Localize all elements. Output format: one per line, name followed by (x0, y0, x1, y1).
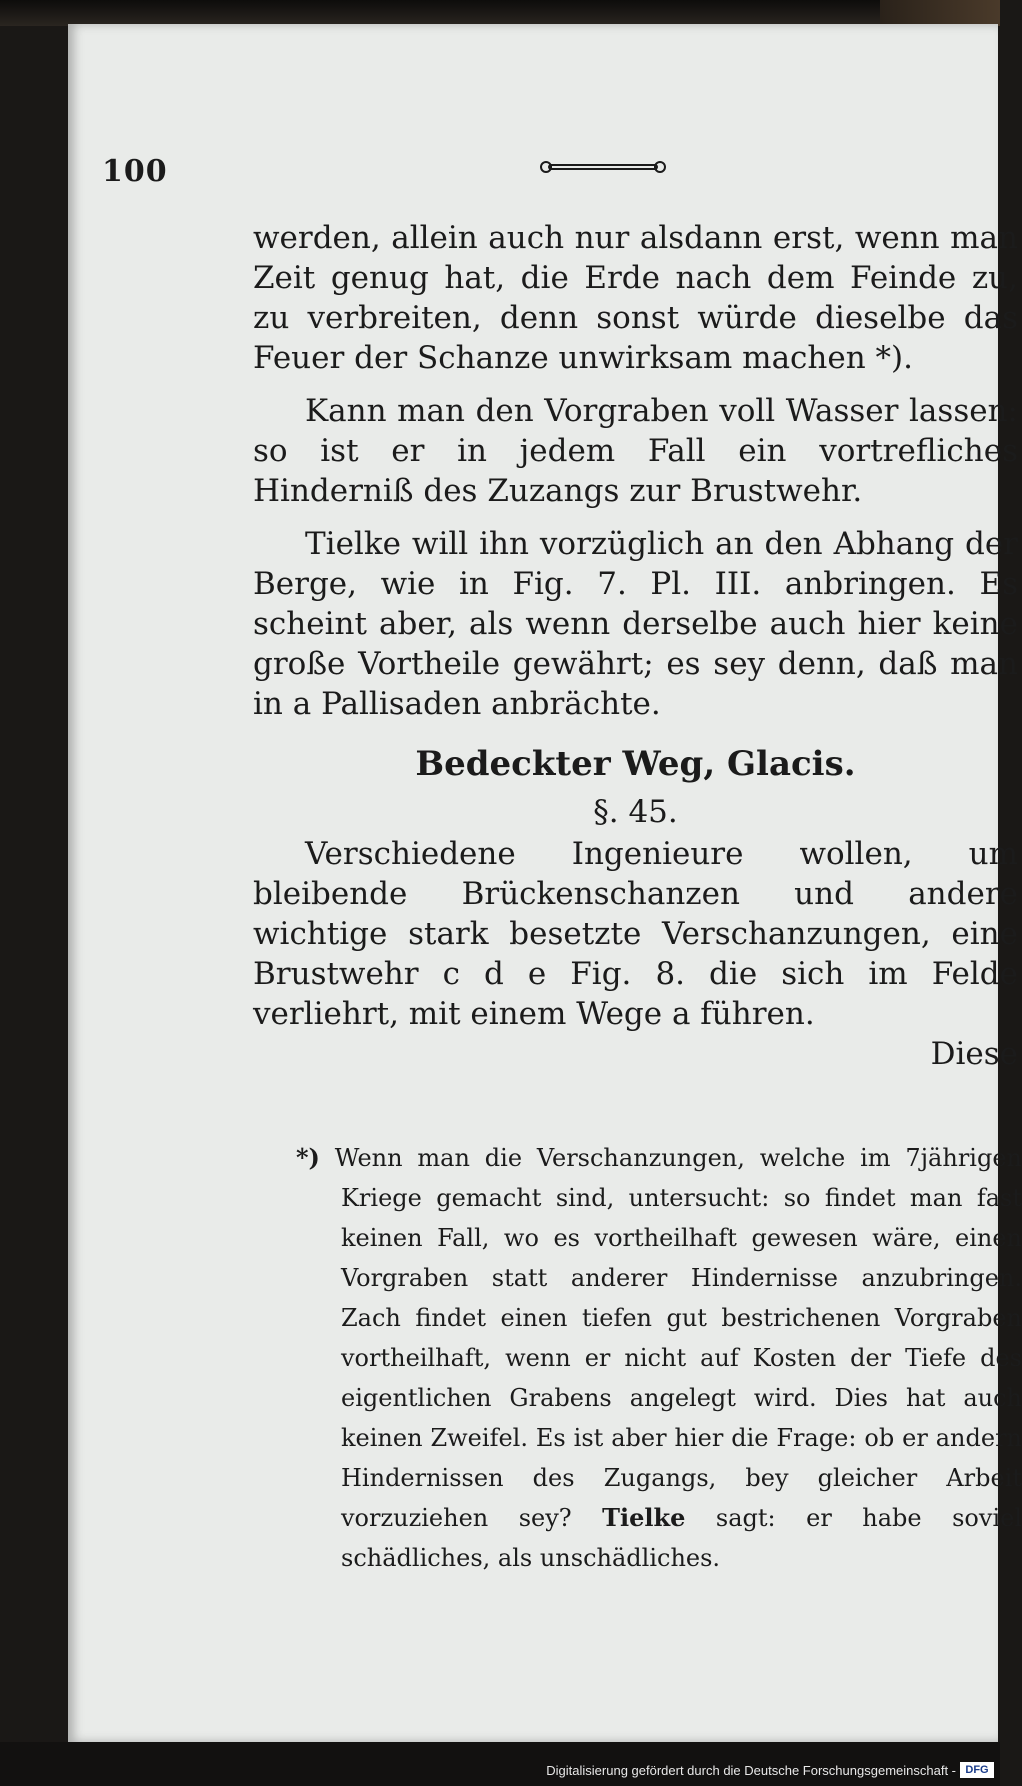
paragraph: Tielke will ihn vorzüglich an den Abhang der Berge, wie in Fig. 7. Pl. III. anbringen. Es scheint aber, als wenn derselbe auch hier keine große Vortheile gewährt; es sey denn, daß man in a Pallisaden anbrächte. (253, 526, 1018, 722)
footnote (296, 1138, 1022, 1578)
dfg-logo: DFG (960, 1762, 994, 1778)
scan-top-right-edge (880, 0, 1000, 26)
main-text (253, 218, 1018, 1074)
book-page (68, 24, 1022, 1742)
paragraph: werden, allein auch nur alsdann erst, wenn man Zeit genug hat, die Erde nach dem Feinde zu, zu verbreiten, denn sonst würde dieselbe das Feuer der Schanze unwirksam machen *). (253, 220, 1018, 376)
page-number: 100 (102, 154, 168, 189)
ornament-rule-icon (538, 156, 668, 178)
paragraph: Kann man den Vorgraben voll Wasser lassen: so ist er in jedem Fall ein vortrefliches Hinderniß des Zuzangs zur Brustwehr. (253, 393, 1018, 509)
footnote-paragraph (296, 1138, 1022, 1578)
footnote-mark: *) (296, 1143, 320, 1172)
catchword: Diese (930, 1036, 1018, 1072)
paragraph: Verschiedene Ingenieure wollen, um bleibende Brückenschanzen und andere wichtige stark besetzte Verschanzungen, eine Brustwehr c d e Fig. 8. die sich im Felde verliehrt, mit einem Wege a führen. (253, 836, 1018, 1032)
section-number: §. 45. (593, 794, 678, 830)
footnote-name: Tielke (602, 1503, 686, 1532)
section-heading: Bedeckter Weg, Glacis. (415, 744, 856, 784)
footnote-tail: sagt: er habe soviel schädliches, als unschädliches. (341, 1504, 1022, 1572)
digitization-credit: Digitalisierung gefördert durch die Deutsche Forschungsgemeinschaft - (546, 1763, 956, 1778)
footnote-text: Wenn man die Verschanzungen, welche im 7jährigen Kriege gemacht sind, untersucht: so findet man fast keinen Fall, wo es vortheilhaft gewesen wäre, einen Vorgraben statt anderer Hindernisse anzubringen. Zach findet einen tiefen gut bestrichenen Vorgraben vortheilhaft, wenn er nicht auf Kosten der Tiefe des eigentlichen Grabens angelegt wird. Dies hat auch keinen Zweifel. Es ist aber hier die Frage: ob er andern Hindernissen des Zugangs, bey gleicher Arbeit vorzuziehen sey? (334, 1144, 1022, 1532)
scan-top-edge (0, 0, 1000, 26)
credit-bar (0, 1742, 1000, 1786)
